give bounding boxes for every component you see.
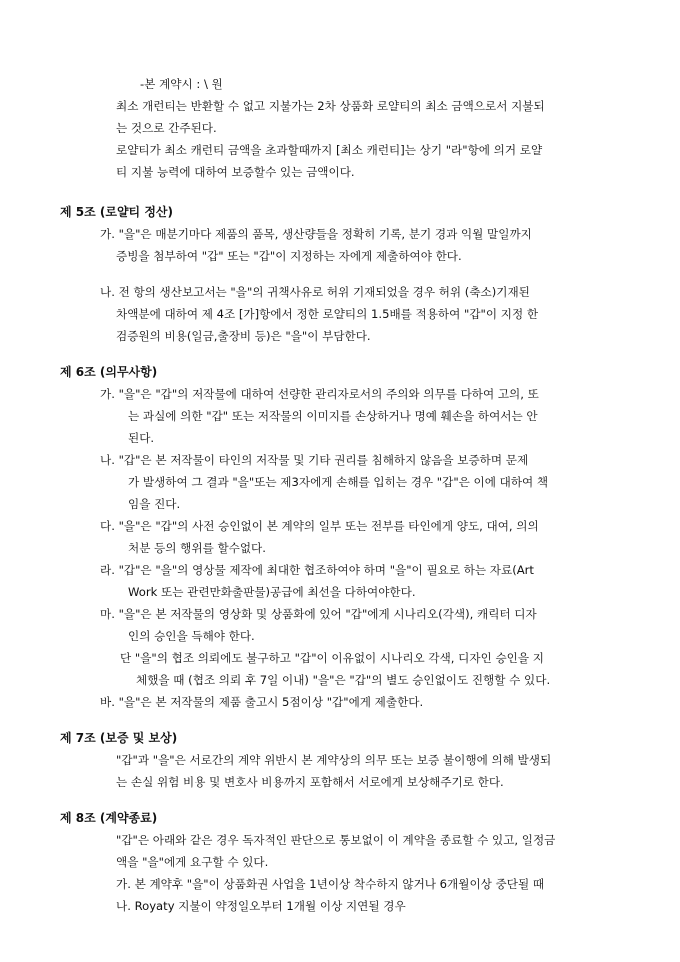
article-7-paragraph: 는 손실 위험 비용 및 변호사 비용까지 포함해서 서로에게 보상해주기로 한다. bbox=[116, 775, 504, 789]
article-6-heading: 제 6조 (의무사항) bbox=[60, 365, 158, 379]
article-6-clause-ra: 라. "갑"은 "을"의 영상물 제작에 최대한 협조하여야 하며 "을"이 필요로 하는 자료(Art bbox=[100, 563, 534, 577]
article-8-paragraph: 액을 "을"에게 요구할 수 있다. bbox=[116, 855, 269, 869]
article-5-clause-na: 차액분에 대하여 제 4조 [가]항에서 정한 로얄티의 1.5배를 적용하여 "갑"이 지정 한 bbox=[116, 307, 539, 321]
article-5-clause-na: 나. 전 항의 생산보고서는 "을"의 귀책사유로 허위 기재되었을 경우 허위 (축소)기재된 bbox=[100, 285, 530, 299]
article-7-heading: 제 7조 (보증 및 보상) bbox=[60, 731, 178, 745]
article-5-clause-ga: 가. "을"은 매분기마다 제품의 품목, 생산량들을 정확히 기록, 분기 경과 익월 말일까지 bbox=[100, 227, 532, 241]
article-8-heading: 제 8조 (계약종료) bbox=[60, 811, 158, 825]
article-6-clause-ba: 바. "을"은 본 저작물의 제품 출고시 5점이상 "갑"에게 제출한다. bbox=[100, 695, 424, 709]
article-6-clause-na: 가 발생하여 그 결과 "을"또는 제3자에게 손해를 입히는 경우 "갑"은 이에 대하여 책 bbox=[128, 475, 549, 489]
article-6-clause-na: 임을 진다. bbox=[128, 497, 181, 511]
article-6-clause-ga: 가. "을"은 "갑"의 저작물에 대하여 선량한 관리자로서의 주의와 의무를 다하여 고의, 또 bbox=[100, 387, 539, 401]
article-5-clause-na: 검증원의 비용(일금,출장비 등)은 "을"이 부담한다. bbox=[116, 329, 371, 343]
article-6-clause-ma: 마. "을"은 본 저작물의 영상화 및 상품화에 있어 "갑"에게 시나리오(각색), 캐릭터 디자 bbox=[100, 607, 537, 621]
article-8-clause-ga: 가. 본 계약후 "을"이 상품화권 사업을 1년이상 착수하지 않거나 6개월이상 중단될 때 bbox=[116, 877, 545, 891]
article-6-clause-da: 다. "을"은 "갑"의 사전 승인없이 본 계약의 일부 또는 전부를 타인에게 양도, 대여, 의의 bbox=[100, 519, 539, 533]
intro-paragraph-line: 는 것으로 간주된다. bbox=[116, 121, 217, 135]
article-6-clause-ga: 는 과실에 의한 "갑" 또는 저작물의 이미지를 손상하거나 명예 훼손을 하여서는 안 bbox=[128, 409, 538, 423]
intro-paragraph-line: 티 지불 능력에 대하여 보증할수 있는 금액이다. bbox=[116, 165, 355, 179]
article-5-heading: 제 5조 (로얄티 정산) bbox=[60, 205, 173, 219]
article-8-paragraph: "갑"은 아래와 같은 경우 독자적인 판단으로 통보없이 이 계약을 종료할 수 있고, 일정금 bbox=[116, 833, 556, 847]
article-6-clause-da: 처분 등의 행위를 할수없다. bbox=[128, 541, 266, 555]
article-8-clause-na: 나. Royaty 지불이 약정일오부터 1개월 이상 지연될 경우 bbox=[116, 899, 406, 913]
article-6-proviso: 단 "을"의 협조 의뢰에도 불구하고 "갑"이 이유없이 시나리오 각색, 디자인 승인을 지 bbox=[120, 651, 544, 665]
article-6-clause-na: 나. "갑"은 본 저작물이 타인의 저작물 및 기타 권리를 침해하지 않음을 보증하며 문제 bbox=[100, 453, 529, 467]
contract-payment-line: -본 계약시 : \ 원 bbox=[140, 77, 223, 91]
article-6-clause-ra: Work 또는 관련만화출판물)공급에 최선을 다하여야한다. bbox=[128, 585, 416, 599]
intro-paragraph-line: 최소 개런티는 반환할 수 없고 지불가는 2차 상품화 로얄티의 최소 금액으로서 지불되 bbox=[116, 99, 545, 113]
article-5-clause-ga: 증빙을 첨부하여 "갑" 또는 "갑"이 지정하는 자에게 제출하여야 한다. bbox=[116, 249, 462, 263]
intro-paragraph-line: 로얄티가 최소 캐런티 금액을 초과할때까지 [최소 캐런티]는 상기 "라"항에 의거 로얄 bbox=[116, 143, 543, 157]
article-6-clause-ma: 인의 승인을 득해야 한다. bbox=[128, 629, 255, 643]
article-6-clause-ga: 된다. bbox=[128, 431, 155, 445]
article-6-proviso: 체했을 때 (협조 의뢰 후 7일 이내) "을"은 "갑"의 별도 승인없이도 진행할 수 있다. bbox=[136, 673, 551, 687]
article-7-paragraph: "갑"과 "을"은 서로간의 계약 위반시 본 계약상의 의무 또는 보증 불이행에 의해 발생되 bbox=[116, 753, 552, 767]
